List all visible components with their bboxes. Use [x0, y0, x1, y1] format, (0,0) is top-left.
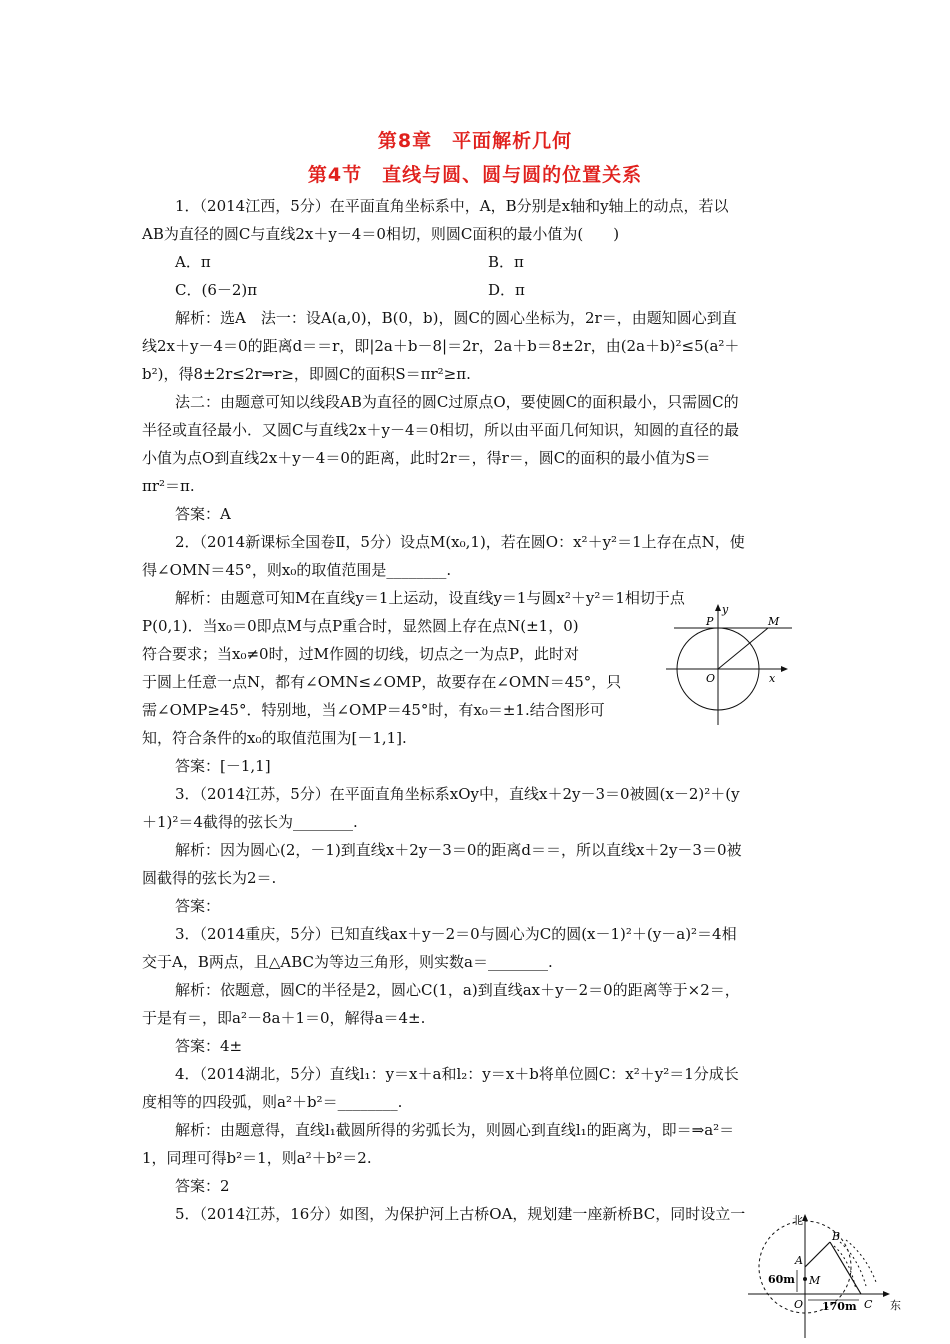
solution-2-line-3: 符合要求；当x₀≠0时，过M作圆的切线，切点之一为点P，此时对 [142, 645, 580, 663]
problem-1-line-1: 1．（2014江西，5分）在平面直角坐标系中，A，B分别是x轴和y轴上的动点，若以 [175, 197, 729, 215]
label-m: M [768, 615, 780, 628]
solution-4-line-1: 解析：由题意得，直线l₁截圆所得的劣弧长为，则圆心到直线l₁的距离为，即＝⇒a²＝ [175, 1121, 735, 1139]
option-a: A．π [175, 253, 211, 271]
label-p: P [706, 615, 714, 628]
answer-4: 答案：2 [175, 1177, 230, 1195]
answer-1: 答案：A [175, 505, 231, 523]
solution-4-line-2: 1，同理可得b²＝1，则a²＋b²＝2. [142, 1149, 372, 1167]
solution-2-line-2: P(0,1)．当x₀＝0即点M与点P重合时，显然圆上存在点N(±1，0) [142, 617, 579, 635]
section-title: 第4节 直线与圆、圆与圆的位置关系 [307, 164, 643, 186]
segment-om [718, 628, 768, 669]
problem-3b-line-1: 3．（2014重庆，5分）已知直线ax＋y－2＝0与圆心为C的圆(x－1)²＋(y－a)²＝4相 [175, 925, 737, 943]
solution-3b-line-1: 解析：依题意，圆C的半径是2，圆心C(1，a)到直线ax＋y－2＝0的距离等于×2＝， [175, 981, 740, 999]
label-y: y [722, 603, 729, 616]
label-o: O [706, 672, 716, 685]
problem-3a-line-2: ＋1)²＝4截得的弦长为________. [142, 813, 358, 831]
chapter-title: 第8章 平面解析几何 [377, 130, 573, 152]
solution-1-line-3: b²)，得8±2r≤2r⇒r≥，即圆C的面积S＝πr²≥π. [142, 365, 471, 383]
problem-1-line-2: AB为直径的圆C与直线2x＋y－4＝0相切，则圆C面积的最小值为( ) [142, 225, 620, 243]
bridge-bc [830, 1242, 861, 1294]
east-axis-arrow [883, 1291, 890, 1297]
point-m [803, 1277, 807, 1281]
label-north: 北 [792, 1214, 803, 1227]
option-d: D．π [488, 281, 525, 299]
problem-2-line-2: 得∠OMN＝45°，则x₀的取值范围是________. [142, 561, 452, 579]
solution-1-method-2-line-1: 法二：由题意可知以线段AB为直径的圆C过原点O，要使圆C的面积最小，只需圆C的 [175, 393, 739, 411]
label-east: 东 [890, 1299, 901, 1312]
option-b: B．π [488, 253, 524, 271]
solution-2-line-6: 知，符合条件的x₀的取值范围为[－1,1]. [142, 729, 407, 747]
label-c: C [864, 1298, 873, 1311]
solution-1-method-2-line-4: πr²＝π. [142, 477, 195, 495]
answer-3a: 答案： [175, 897, 221, 915]
solution-1-line-2: 线2x＋y－4＝0的距离d＝＝r，即|2a＋b－8|＝2r，2a＋b＝8±2r，由(2a＋b)²≤5(a²＋ [142, 337, 740, 355]
solution-1-line-1: 解析：选A 法一：设A(a,0)，B(0，b)，圆C的圆心坐标为，2r＝，由题知圆心到直 [175, 309, 737, 327]
problem-3b-line-2: 交于A，B两点，且△ABC为等边三角形，则实数a＝________. [142, 953, 553, 971]
segment-ab [805, 1242, 830, 1267]
label-a: A [795, 1254, 803, 1267]
answer-3b: 答案：4± [175, 1037, 243, 1055]
solution-1-method-2-line-2: 半径或直径最小．又圆C与直线2x＋y－4＝0相切，所以由平面几何知识，知圆的直径的最 [142, 421, 740, 439]
problem-2-line-1: 2．（2014新课标全国卷Ⅱ，5分）设点M(x₀,1)，若在圆O：x²＋y²＝1上存在点N，使 [175, 533, 745, 551]
solution-3a-line-1: 解析：因为圆心(2，－1)到直线x＋2y－3＝0的距离d＝＝，所以直线x＋2y－3＝0被 [175, 841, 742, 859]
river-bank-2 [840, 1242, 866, 1286]
solution-2-line-1: 解析：由题意可知M在直线y＝1上运动，设直线y＝1与圆x²＋y²＝1相切于点 [175, 589, 685, 607]
solution-3b-line-2: 于是有＝，即a²－8a＋1＝0，解得a＝4±. [142, 1009, 426, 1027]
option-c: C．(6－2)π [175, 281, 258, 299]
label-170m: 170m [822, 1300, 857, 1313]
label-m: M [809, 1274, 821, 1287]
label-o: O [794, 1298, 804, 1311]
answer-2: 答案：[－1,1] [175, 757, 271, 775]
problem-5-line-1: 5．（2014江苏，16分）如图，为保护河上古桥OA，规划建一座新桥BC，同时设立一 [175, 1205, 746, 1223]
problem-3a-line-1: 3．（2014江苏，5分）在平面直角坐标系xOy中，直线x＋2y－3＝0被圆(x－2)²＋(y [175, 785, 740, 803]
problem-4-line-1: 4．（2014湖北，5分）直线l₁：y＝x＋a和l₂：y＝x＋b将单位圆C：x²＋y²＝1分成长 [175, 1065, 739, 1083]
label-b: B [832, 1230, 841, 1243]
solution-2-line-4: 于圆上任意一点N，都有∠OMN≤∠OMP，故要存在∠OMN＝45°，只 [142, 673, 622, 691]
solution-2-line-5: 需∠OMP≥45°．特别地，当∠OMP＝45°时，有x₀＝±1.结合图形可 [142, 701, 605, 719]
label-60m: 60m [768, 1273, 795, 1286]
y-axis-arrow [715, 604, 721, 611]
solution-3a-line-2: 圆截得的弦长为2＝. [142, 869, 277, 887]
x-axis-arrow [781, 666, 788, 672]
circle-tangent-figure [664, 603, 800, 725]
solution-1-method-2-line-3: 小值为点O到直线2x＋y－4＝0的距离，此时2r＝，得r＝，圆C的面积的最小值为S＝ [142, 449, 711, 467]
bridge-figure [738, 1210, 914, 1340]
label-x: x [769, 672, 776, 685]
problem-4-line-2: 度相等的四段弧，则a²＋b²＝________. [142, 1093, 403, 1111]
